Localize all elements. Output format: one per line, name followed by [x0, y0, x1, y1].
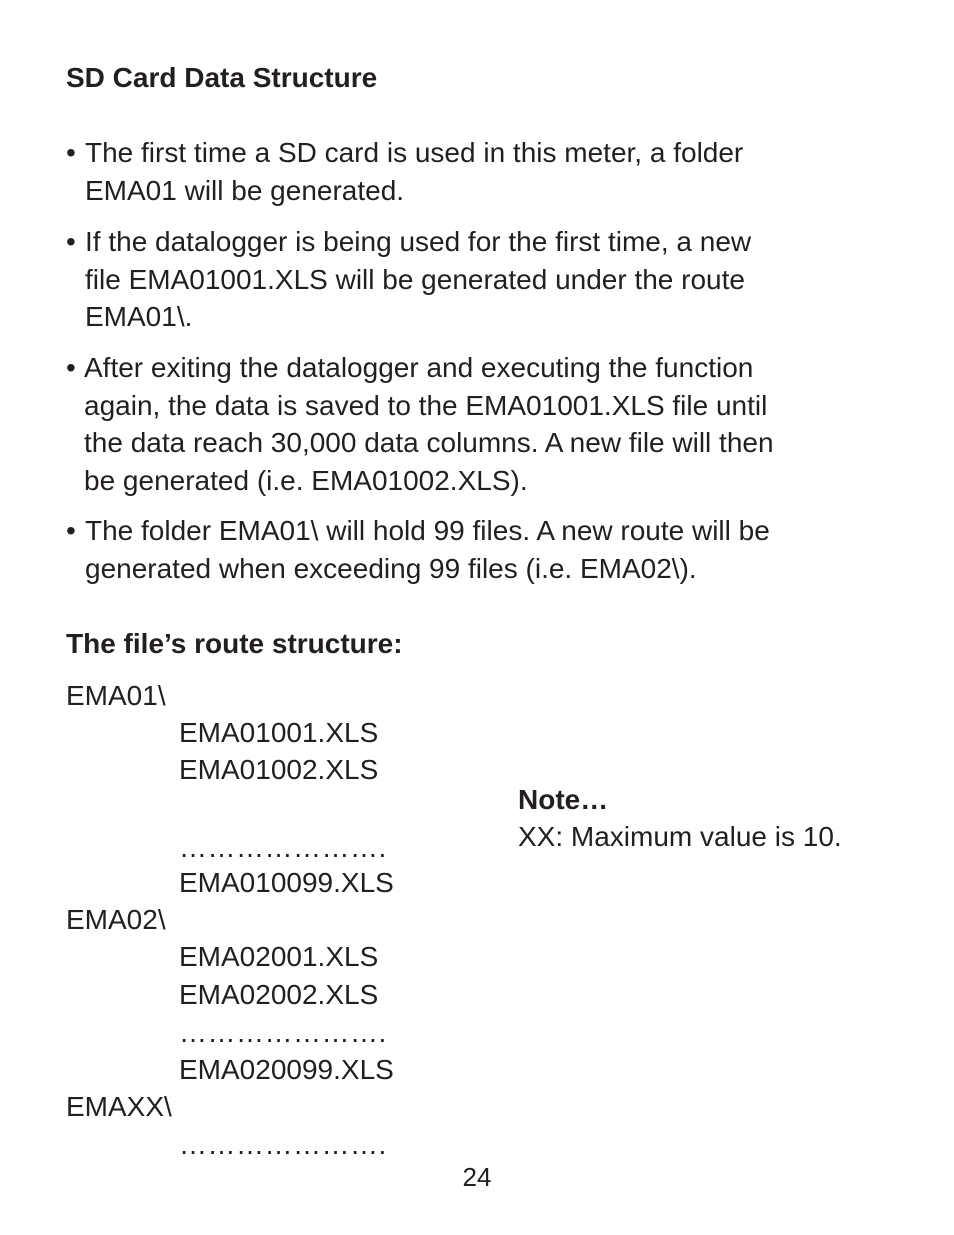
bullet-text-line: be generated (i.e. EMA01002.XLS). — [84, 464, 528, 496]
tree-file: EMA01002.XLS — [179, 754, 379, 785]
route-structure-heading: The file’s route structure: — [66, 628, 403, 659]
bullet-marker: • — [66, 352, 76, 383]
tree-ellipsis: …………………. — [179, 1129, 387, 1160]
tree-file: EMA02001.XLS — [179, 941, 379, 972]
bullet-text-line: The first time a SD card is used in this meter, a folder — [85, 137, 744, 168]
tree-ellipsis: …………………. — [179, 1017, 387, 1048]
tree-file: EMA02002.XLS — [179, 979, 379, 1010]
tree-ellipsis: …………………. — [179, 832, 387, 863]
bullet-text-line: EMA01\. — [85, 301, 193, 332]
bullet-marker: • — [66, 137, 76, 168]
bullet-text-line: If the datalogger is being used for the first time, a new — [85, 226, 752, 257]
bullet-text-line: file EMA01001.XLS will be generated under the route — [85, 263, 745, 295]
bullet-marker: • — [66, 515, 76, 546]
tree-file: EMA010099.XLS — [179, 867, 394, 898]
bullet-text-line: EMA01 will be generated. — [85, 174, 405, 206]
tree-file: EMA01001.XLS — [179, 717, 379, 748]
bullet-text-line: again, the data is saved to the EMA01001.XLS file until — [84, 389, 768, 421]
section-title: SD Card Data Structure — [66, 62, 378, 93]
page-number: 24 — [462, 1162, 492, 1192]
tree-folder: EMAXX\ — [66, 1091, 172, 1122]
bullet-text-line: the data reach 30,000 data columns. A new file will then — [84, 427, 774, 458]
bullet-text-line: generated when exceeding 99 files (i.e. EMA02\). — [85, 552, 697, 584]
note-title: Note… — [518, 784, 609, 815]
bullet-text-line: After exiting the datalogger and executing the function — [84, 352, 754, 383]
tree-file: EMA020099.XLS — [179, 1054, 394, 1085]
tree-folder: EMA01\ — [66, 680, 166, 711]
bullet-text-line: The folder EMA01\ will hold 99 files. A new route will be — [85, 515, 770, 546]
note-text: XX: Maximum value is 10. — [518, 821, 842, 852]
bullet-marker: • — [66, 226, 76, 257]
tree-folder: EMA02\ — [66, 904, 166, 935]
